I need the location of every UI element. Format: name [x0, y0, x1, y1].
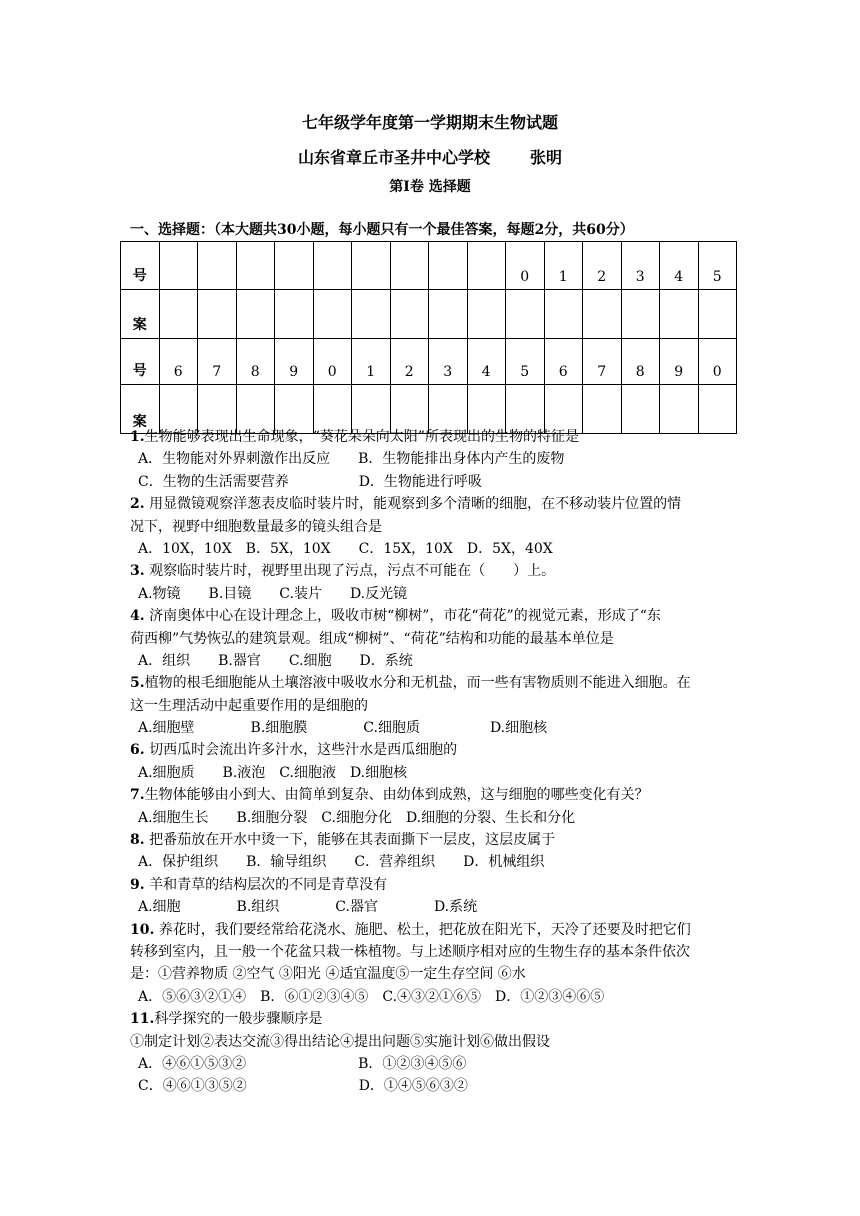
answer-cell[interactable] — [660, 290, 699, 339]
grid-cell: 0 — [313, 339, 352, 385]
question-options: A．10X，10X B．5X，10X C．15X，10X D．5X，40X — [138, 540, 553, 557]
answer-grid-answer-row — [121, 290, 737, 339]
grid-cell — [159, 242, 198, 290]
answer-cell[interactable] — [313, 290, 352, 339]
grid-cell — [198, 242, 237, 290]
question-options: A．生物能对外界刺激作出反应 B．生物能排出身体内产生的废物 — [138, 451, 565, 468]
question-stem — [130, 874, 750, 896]
question-options: A．组织 B.器官 C.细胞 D．系统 — [138, 652, 413, 669]
grid-cell: 8 — [236, 339, 275, 385]
question-options: C．生物的生活需要营养 D．生物能进行呼吸 — [138, 473, 482, 490]
grid-cell — [390, 242, 429, 290]
grid-cell: 7 — [583, 339, 622, 385]
grid-cell: 2 — [583, 242, 622, 290]
question-text: 生物体能够由小到大、由简单到复杂、由幼体到成熟，这与细胞的哪些变化有关？ — [144, 787, 649, 804]
question-number: 4. — [130, 608, 145, 625]
grid-cell — [352, 242, 391, 290]
answer-cell[interactable] — [352, 290, 391, 339]
answer-cell[interactable] — [544, 290, 583, 339]
grid-cell: 4 — [660, 242, 699, 290]
grid-cell: 5 — [506, 339, 545, 385]
question-text-cont: ①制定计划②表达交流③得出结论④提出问题⑤实施计划⑥做出假设 — [130, 1033, 550, 1050]
answer-cell[interactable] — [698, 290, 737, 339]
grid-cell: 9 — [275, 339, 314, 385]
grid-cell: 3 — [429, 339, 468, 385]
question-stem — [130, 605, 750, 627]
question-options: A.细胞生长 B.细胞分裂 C.细胞分化 D.细胞的分裂、生长和分化 — [138, 809, 576, 826]
answer-cell[interactable] — [275, 290, 314, 339]
question-text: 生物能够表现出生命现象，“葵花朵朵向太阳”所表现出的生物的特征是 — [144, 429, 579, 445]
question-stem — [130, 1008, 750, 1030]
question-number: 3. — [130, 563, 145, 580]
question-text-cont: 这一生理活动中起重要作用的是细胞的 — [130, 697, 368, 714]
school-name: 山东省章丘市圣井中心学校 — [297, 148, 490, 167]
question-stem — [130, 784, 750, 806]
question-stem — [130, 672, 750, 694]
grid-cell: 案 — [121, 290, 160, 339]
question-options: A.细胞 B.组织 C.器官 D.系统 — [138, 899, 478, 916]
question-number: 7. — [130, 787, 145, 804]
question-stem — [130, 919, 750, 941]
grid-cell: 2 — [390, 339, 429, 385]
answer-cell[interactable] — [583, 290, 622, 339]
answer-grid-number-row — [121, 242, 737, 290]
question-text: 济南奥体中心在设计理念上，吸收市树“柳树”，市花“荷花”的视觉元素，形成了“东 — [149, 608, 661, 625]
question-list — [130, 426, 750, 1098]
answer-cell[interactable] — [467, 290, 506, 339]
question-text: 植物的根毛细胞能从土壤溶液中吸收水分和无机盐，而一些有害物质则不能进入细胞。在 — [144, 675, 691, 692]
question-stem — [130, 560, 750, 582]
answer-cell[interactable] — [390, 290, 429, 339]
question-options: A．保护组织 B．输导组织 C．营养组织 D．机械组织 — [138, 854, 545, 871]
grid-cell — [236, 242, 275, 290]
question-text: 观察临时装片时，视野里出现了污点，污点不可能在（ ）上。 — [149, 563, 556, 580]
question-text: 科学探究的一般步骤顺序是 — [154, 1011, 323, 1028]
question-text: 切西瓜时会流出许多汁水，这些汁水是西瓜细胞的 — [149, 742, 458, 759]
question-stem — [130, 426, 750, 448]
grid-cell — [313, 242, 352, 290]
answer-cell[interactable] — [621, 290, 660, 339]
grid-cell — [467, 242, 506, 290]
grid-cell: 6 — [159, 339, 198, 385]
grid-cell: 7 — [198, 339, 237, 385]
grid-cell: 5 — [698, 242, 737, 290]
grid-cell: 0 — [698, 339, 737, 385]
question-number: 10. — [130, 921, 155, 938]
question-text-cont: 况下，视野中细胞数量最多的镜头组合是 — [130, 518, 382, 535]
question-number: 11. — [130, 1011, 155, 1028]
question-stem — [130, 493, 750, 515]
question-text-cont: 是：①营养物质 ②空气 ③阳光 ④适宜温度⑤一定生存空间 ⑥水 — [130, 966, 526, 983]
grid-cell: 号 — [121, 339, 160, 385]
question-number: 1. — [130, 429, 145, 445]
question-options: A.细胞质 B.液泡 C.细胞液 D.细胞核 — [138, 764, 408, 781]
question-text: 养花时，我们要经常给花浇水、施肥、松土，把花放在阳光下，天冷了还要及时把它们 — [158, 921, 691, 938]
question-options: A．④⑥①⑤③② B．①②③④⑤⑥ — [138, 1055, 467, 1072]
grid-cell: 3 — [621, 242, 660, 290]
answer-cell[interactable] — [159, 290, 198, 339]
question-options: A.细胞壁 B.细胞膜 C.细胞质 D.细胞核 — [138, 720, 548, 737]
question-text-cont: 转移到室内，且一般一个花盆只栽一株植物。与上述顺序相对应的生物生存的基本条件依次 — [130, 943, 690, 960]
answer-cell[interactable] — [236, 290, 275, 339]
grid-cell: 案 — [121, 385, 160, 434]
school-author-line — [0, 145, 860, 168]
grid-cell: 9 — [660, 339, 699, 385]
question-text: 用显微镜观察洋葱表皮临时装片时，能观察到多个清晰的细胞，在不移动装片位置的情 — [149, 496, 682, 513]
question-number: 8. — [130, 832, 145, 849]
answer-grid-number-row — [121, 339, 737, 385]
question-stem — [130, 739, 750, 761]
answer-cell[interactable] — [429, 290, 468, 339]
grid-cell: 1 — [352, 339, 391, 385]
grid-cell: 4 — [467, 339, 506, 385]
question-options: A．⑤⑥③②①④ B．⑥①②③④⑤ C.④③②①⑥⑤ D．①②③④⑥⑤ — [138, 988, 605, 1005]
author-name: 张明 — [530, 148, 563, 167]
answer-grid — [120, 241, 737, 434]
grid-cell — [429, 242, 468, 290]
grid-cell: 号 — [121, 242, 160, 290]
question-text: 把番茄放在开水中烫一下，能够在其表面撕下一层皮，这层皮属于 — [149, 832, 556, 849]
grid-cell: 0 — [506, 242, 545, 290]
grid-cell — [275, 242, 314, 290]
question-number: 9. — [130, 876, 145, 893]
question-number: 6. — [130, 742, 145, 759]
question-number: 2. — [130, 496, 145, 513]
question-text-cont: 荷西柳”气势恢弘的建筑景观。组成“柳树”、“荷花”结构和功能的最基本单位是 — [130, 630, 614, 647]
question-options: C．④⑥①③⑤② D．①④⑤⑥③② — [138, 1078, 468, 1095]
grid-cell: 8 — [621, 339, 660, 385]
page-title: 七年级学年度第一学期期末生物试题 — [301, 113, 558, 132]
answer-cell[interactable] — [506, 290, 545, 339]
answer-cell[interactable] — [198, 290, 237, 339]
question-number: 5. — [130, 675, 145, 692]
question-stem — [130, 829, 750, 851]
grid-cell: 1 — [544, 242, 583, 290]
grid-cell: 6 — [544, 339, 583, 385]
question-text: 羊和青草的结构层次的不同是青草没有 — [149, 876, 388, 893]
part-heading: 第Ⅰ卷 选择题 — [389, 179, 471, 195]
question-options: A.物镜 B.目镜 C.装片 D.反光镜 — [138, 585, 408, 602]
section-heading: 一、选择题：（本大题共30小题，每小题只有一个最佳答案，每题2分，共60分） — [130, 222, 634, 238]
